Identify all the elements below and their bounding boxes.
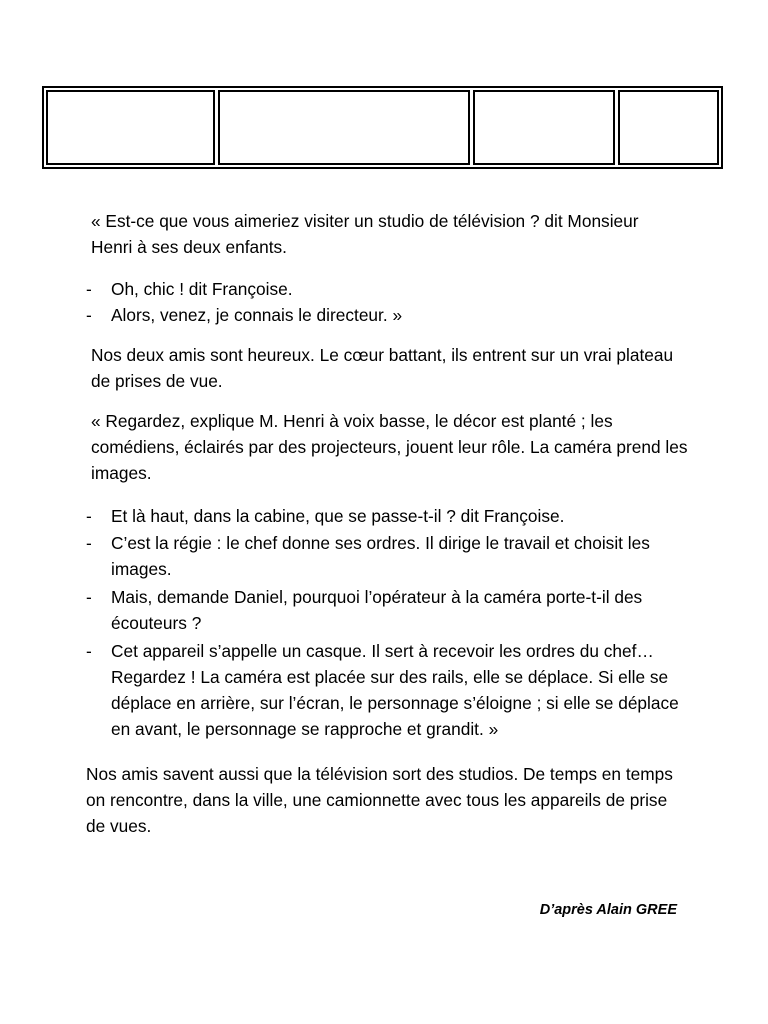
header-cell-4: [618, 90, 719, 165]
header-cell-1: [46, 90, 215, 165]
header-table: [42, 86, 723, 169]
dialogue-dash: -: [86, 641, 92, 661]
dialogue-line: Alors, venez, je connais le directeur. »: [111, 305, 403, 325]
paragraph-explanation: « Regardez, explique M. Henri à voix basse, le décor est planté ; les comédiens, éclairés par des projecteurs, jouent leur rôle. La caméra prend les images.: [91, 411, 688, 483]
paragraph-conclusion: Nos amis savent aussi que la télévision sort des studios. De temps en temps on rencontre, dans la ville, une camionnette avec tous les appareils de prise de vues.: [86, 764, 673, 836]
dialogue-line: Oh, chic ! dit Françoise.: [111, 279, 293, 299]
dialogue-line: Cet appareil s’appelle un casque. Il sert à recevoir les ordres du chef… Regardez ! La caméra est placée sur des rails, elle se déplace. Si elle se déplace en arrière, sur l’écran, le personnage s’éloigne ; si elle se déplace en avant, le personnage se rapproche et grandit. »: [111, 641, 679, 739]
author-signature: D’après Alain GREE: [539, 902, 677, 918]
dialogue-dash: -: [86, 587, 92, 607]
dialogue-line: Et là haut, dans la cabine, que se passe-t-il ? dit Françoise.: [111, 506, 565, 526]
header-cell-3: [473, 90, 615, 165]
dialogue-dash: -: [86, 506, 92, 526]
dialogue-dash: -: [86, 279, 92, 299]
dialogue-dash: -: [86, 305, 92, 325]
dialogue-dash: -: [86, 533, 92, 553]
dialogue-line: Mais, demande Daniel, pourquoi l’opérateur à la caméra porte-t-il des écouteurs ?: [111, 587, 643, 633]
paragraph-studio-entry: Nos deux amis sont heureux. Le cœur battant, ils entrent sur un vrai plateau de prises de vue.: [91, 345, 674, 391]
paragraph-intro: « Est-ce que vous aimeriez visiter un studio de télévision ? dit Monsieur Henri à ses deux enfants.: [91, 211, 639, 257]
header-cell-2: [218, 90, 470, 165]
dialogue-line: C’est la régie : le chef donne ses ordres. Il dirige le travail et choisit les images.: [111, 533, 650, 579]
